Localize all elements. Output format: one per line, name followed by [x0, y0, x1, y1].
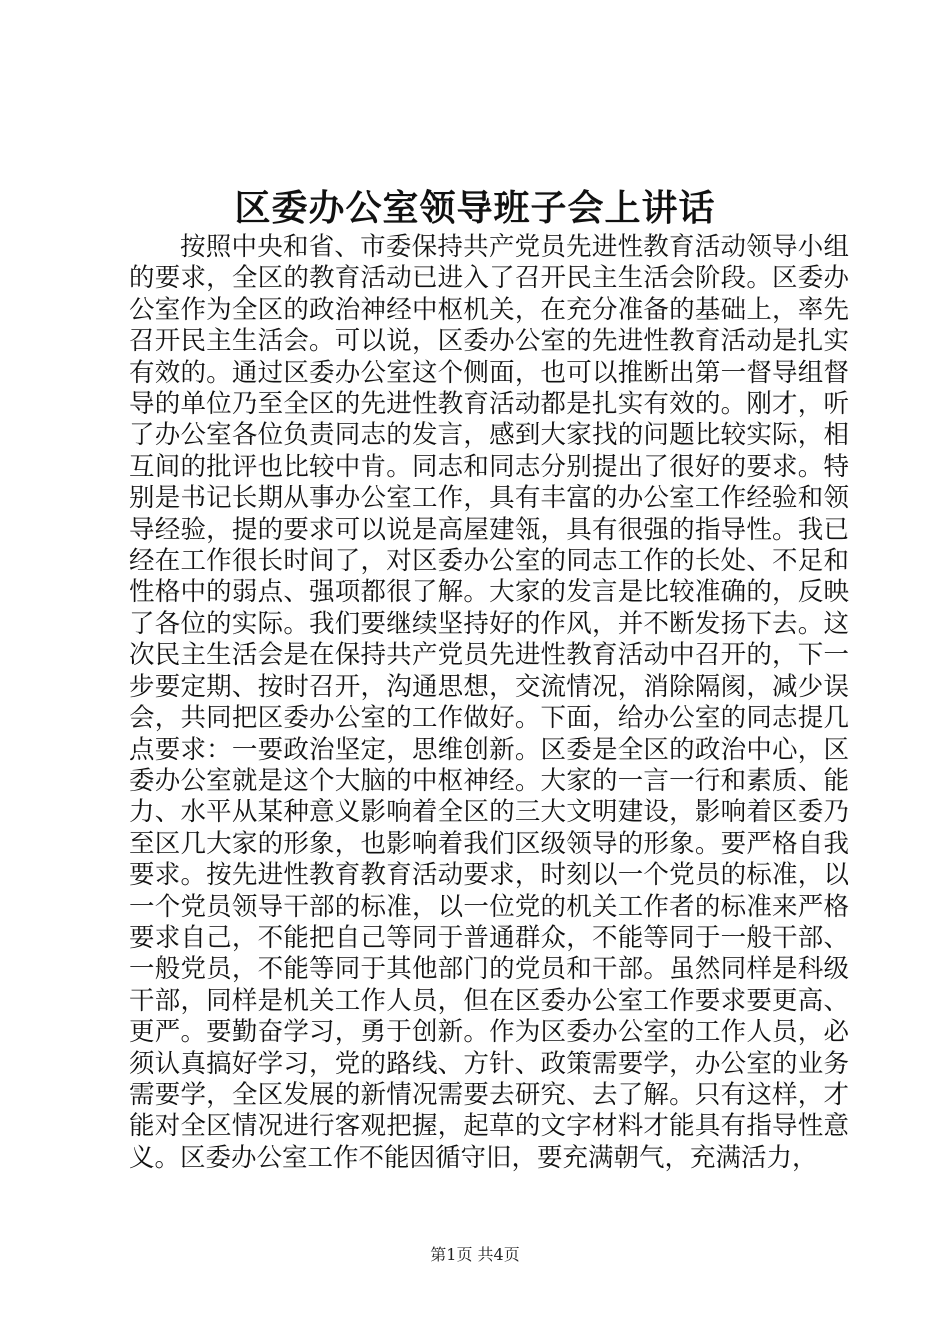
document-title: 区委办公室领导班子会上讲话	[234, 187, 716, 229]
body-paragraph: 按照中央和省、市委保持共产党员先进性教育活动领导小组的要求，全区的教育活动已进入了召开民主生活会阶段。区委办公室作为全区的政治神经中枢机关，在充分准备的基础上，率先召开民主生活会。可以说，区委办公室的先进性教育活动是扎实有效的。通过区委办公室这个侧面，也可以推断出第一督导组督导的单位乃至全区的先进性教育活动都是扎实有效的。刚才，听了办公室各位负责同志的发言，感到大家找的问题比较实际，相互间的批评也比较中肯。同志和同志分别提出了很好的要求。特别是书记长期从事办公室工作，具有丰富的办公室工作经验和领导经验，提的要求可以说是高屋建瓴，具有很强的指导性。我已经在工作很长时间了，对区委办公室的同志工作的长处、不足和性格中的弱点、强项都很了解。大家的发言是比较准确的，反映了各位的实际。我们要继续坚持好的作风，并不断发扬下去。这次民主生活会是在保持共产党员先进性教育活动中召开的，下一步要定期、按时召开，沟通思想，交流情况，消除隔阂，减少误会，共同把区委办公室的工作做好。下面，给办公室的同志提几点要求：一要政治坚定，思维创新。区委是全区的政治中心，区委办公室就是这个大脑的中枢神经。大家的一言一行和素质、能力、水平从某种意义影响着全区的三大文明建设，影响着区委乃至区几大家的形象，也影响着我们区级领导的形象。要严格自我要求。按先进性教育教育活动要求，时刻以一个党员的标准，以一个党员领导干部的标准，以一位党的机关工作者的标准来严格要求自己，不能把自己等同于普通群众，不能等同于一般干部、一般党员，不能等同于其他部门的党员和干部。虽然同样是科级干部，同样是机关工作人员，但在区委办公室工作要求要更高、更严。要勤奋学习，勇于创新。作为区委办公室的工作人员，必须认真搞好学习，党的路线、方针、政策需要学，办公室的业务需要学，全区发展的新情况需要去研究、去了解。只有这样，才能对全区情况进行客观把握，起草的文字材料才能具有指导性意义。区委办公室工作不能因循守旧，要充满朝气，充满活力，	[129, 232, 849, 1173]
page-number-footer: 第1页 共4页	[430, 1245, 520, 1264]
